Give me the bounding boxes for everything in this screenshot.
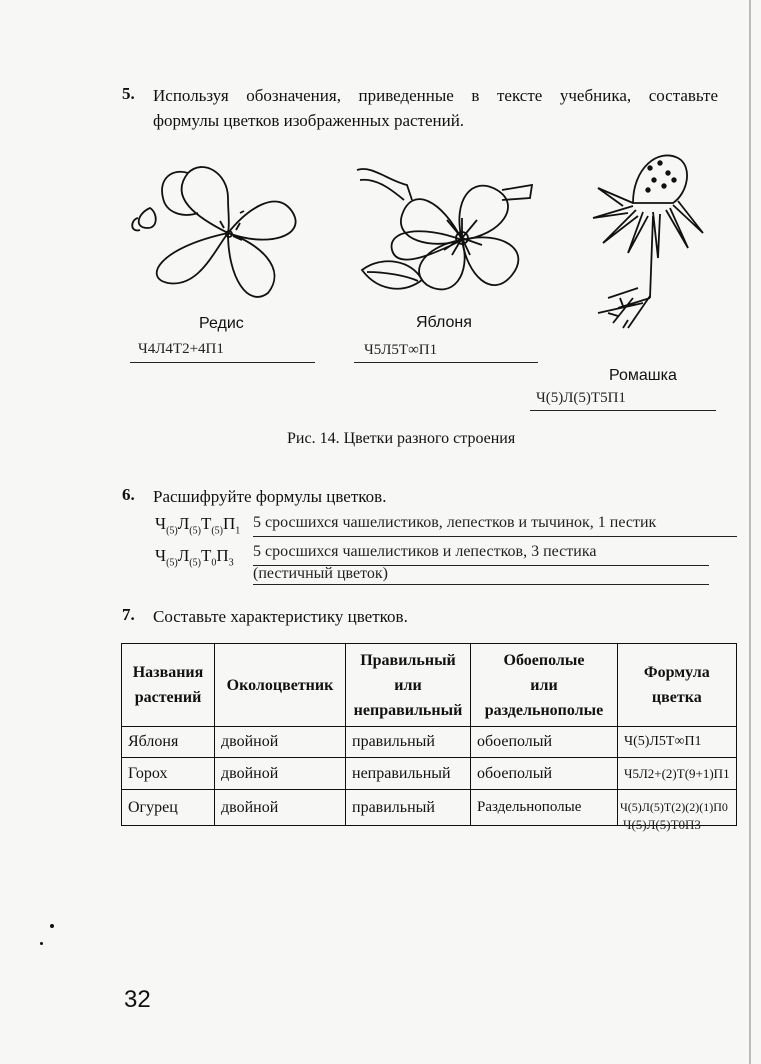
cell-symmetry: правильный xyxy=(346,790,471,826)
plant-name-radish: Редис xyxy=(199,315,244,332)
task7-text: Составьте характеристику цветков. xyxy=(153,607,408,626)
task6-number: 6. xyxy=(122,485,135,504)
characteristics-table xyxy=(121,643,737,826)
cell-formula: Ч5Л2+(2)Т(9+1)П1 xyxy=(618,758,737,790)
cell-sex: Раздельнополые xyxy=(471,790,618,826)
cell-name: Огурец xyxy=(122,790,215,826)
plant-name-chamomile: Ромашка xyxy=(609,367,677,384)
task5-number: 5. xyxy=(122,84,135,103)
cell-formula: Ч(5)Л5Т∞П1 xyxy=(618,727,737,758)
figure-caption: Рис. 14. Цветки разного строения xyxy=(287,430,516,447)
task6-text: Расшифруйте формулы цветков. xyxy=(153,487,387,506)
stray-mark xyxy=(50,924,54,928)
task6-formula1: $Ч_{(5)}Л_{(5)}Т_{(5)}П_1$ xyxy=(155,514,241,537)
task5-line2: формулы цветков изображенных растений. xyxy=(153,111,465,130)
cell-symmetry: правильный xyxy=(346,727,471,758)
radish-illustration xyxy=(128,158,308,308)
page-edge xyxy=(749,0,751,1064)
cell-name: Яблоня xyxy=(122,727,215,758)
cell-symmetry: неправильный xyxy=(346,758,471,790)
header-sex: Обоеполые или раздельнополые xyxy=(471,644,618,727)
table-header-row xyxy=(122,644,737,727)
task6-answer2-line2: (пестичный цветок) xyxy=(253,566,709,585)
formula-chamomile: Ч(5)Л(5)Т5П1 xyxy=(530,390,716,411)
table-row xyxy=(122,727,737,758)
cell-formula: Ч(5)Л(5)Т(2)(2)(1)П0 xyxy=(618,790,737,826)
task6-formula2: $Ч_{(5)}Л_{(5)}Т_0П_3$ xyxy=(155,546,234,569)
formula-apple: Ч5Л5Т∞П1 xyxy=(354,342,538,363)
task5-line1: Используя обозначения, приведенные в тексте учебника, составьте xyxy=(153,86,718,105)
task6-answer2-line1: 5 сросшихся чашелистиков и лепестков, 3 пестика xyxy=(253,543,709,566)
cucumber-formula-female: Ч(5)Л(5)Т0П3 xyxy=(623,817,701,832)
header-symmetry: Правильный или неправильный xyxy=(346,644,471,727)
cell-perianth: двойной xyxy=(215,758,346,790)
chamomile-illustration xyxy=(578,148,718,348)
cell-sex: обоеполый xyxy=(471,727,618,758)
page-number: 32 xyxy=(124,986,151,1013)
cell-perianth: двойной xyxy=(215,727,346,758)
cell-sex: обоеполый xyxy=(471,758,618,790)
header-formula: Формула цветка xyxy=(618,644,737,727)
task6-answer1: 5 сросшихся чашелистиков, лепестков и тычинок, 1 пестик xyxy=(253,514,737,537)
stray-mark xyxy=(40,942,43,945)
plant-name-apple: Яблоня xyxy=(416,314,472,331)
header-perianth: Околоцветник xyxy=(215,644,346,727)
apple-illustration xyxy=(352,160,537,305)
table-row xyxy=(122,758,737,790)
cell-perianth: двойной xyxy=(215,790,346,826)
formula-radish: Ч4Л4Т2+4П1 xyxy=(130,341,315,363)
cell-name: Горох xyxy=(122,758,215,790)
header-names: Названия растений xyxy=(122,644,215,727)
task7-number: 7. xyxy=(122,605,135,624)
